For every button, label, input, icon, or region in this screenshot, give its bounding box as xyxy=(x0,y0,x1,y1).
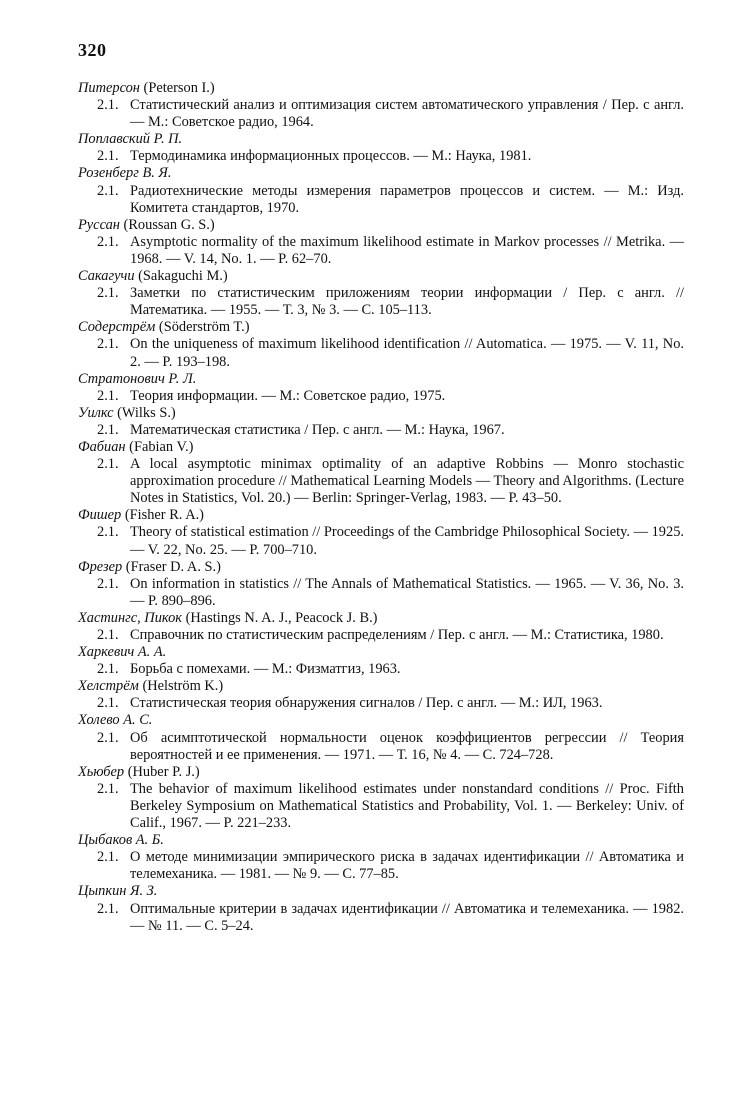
reference-number: 2.1. xyxy=(97,387,119,404)
author-name: Хелстрём xyxy=(78,678,139,695)
reference-number: 2.1. xyxy=(97,900,119,917)
reference-entry xyxy=(78,97,684,131)
reference-number: 2.1. xyxy=(97,627,119,643)
author-name: Стратонович Р. Л. xyxy=(78,370,197,387)
author-original-name: (Fabian V.) xyxy=(129,438,194,455)
reference-number: 2.1. xyxy=(97,780,119,797)
reference-entry xyxy=(78,627,684,644)
author-name: Хастингс, Пикок xyxy=(78,609,182,626)
reference-number: 2.1. xyxy=(97,661,119,678)
reference-text: Справочник по статистическим распределениям / Пер. с англ. — М.: Статистика, 1980. xyxy=(130,627,664,643)
author-line xyxy=(78,131,684,148)
reference-text: Радиотехнические методы измерения параметров процессов и систем. — М.: Изд. Комитета стандартов, 1970. xyxy=(130,182,684,216)
author-original-name: (Peterson I.) xyxy=(143,80,215,96)
reference-number: 2.1. xyxy=(97,336,119,353)
page-number: 320 xyxy=(78,40,107,60)
reference-number: 2.1. xyxy=(97,524,119,541)
author-line xyxy=(78,507,684,524)
author-line xyxy=(78,439,684,456)
author-original-name: (Roussan G. S.) xyxy=(123,216,215,233)
reference-text: Theory of statistical estimation // Proceedings of the Cambridge Philosophical Society. — 1925. — V. 22, No. 25. — P. 700–710. xyxy=(130,524,684,558)
reference-text: Об асимптотической нормальности оценок коэффициентов регрессии // Теория вероятностей и ее применения. — 1971. — Т. 16, № 4. — С. 724–728. xyxy=(130,729,684,763)
bibliography-list xyxy=(78,80,684,935)
reference-text: The behavior of maximum likelihood estimates under nonstandard conditions // Proc. Fifth Berkeley Symposium on Mathematical Statistics and Probability, Vol. 1. — Berkeley: Univ. of Calif., 1967. — P. 221–233. xyxy=(130,780,684,832)
reference-number: 2.1. xyxy=(97,285,119,302)
reference-entry xyxy=(78,695,684,712)
reference-number: 2.1. xyxy=(97,456,119,473)
author-name: Питерсон xyxy=(78,80,140,96)
reference-number: 2.1. xyxy=(97,233,119,250)
author-line xyxy=(78,610,684,627)
reference-text: Математическая статистика / Пер. с англ. — М.: Наука, 1967. xyxy=(130,421,505,438)
reference-entry xyxy=(78,388,684,405)
reference-number: 2.1. xyxy=(97,849,119,866)
reference-number: 2.1. xyxy=(97,729,119,746)
author-original-name: (Söderström T.) xyxy=(158,319,250,336)
author-line xyxy=(78,217,684,234)
author-original-name: (Huber P. J.) xyxy=(127,763,200,780)
author-original-name: (Fisher R. A.) xyxy=(124,507,204,524)
author-name: Поплавский Р. П. xyxy=(78,131,183,148)
author-name: Розенберг В. Я. xyxy=(78,165,172,182)
author-name: Уилкс xyxy=(78,404,114,421)
author-line xyxy=(78,644,684,661)
author-original-name: (Sakaguchi M.) xyxy=(138,268,228,285)
author-name: Фабиан xyxy=(78,438,126,455)
author-original-name: (Wilks S.) xyxy=(117,404,176,421)
reference-entry xyxy=(78,285,684,319)
author-line xyxy=(78,268,684,285)
author-original-name: (Fraser D. A. S.) xyxy=(125,558,221,575)
author-name: Цыбаков А. Б. xyxy=(78,832,164,849)
reference-text: О методе минимизации эмпирического риска в задачах идентификации // Автоматика и телемеханика. — 1981. — № 9. — С. 77–85. xyxy=(130,849,684,883)
author-name: Хьюбер xyxy=(78,763,125,780)
reference-entry xyxy=(78,422,684,439)
reference-text: Борьба с помехами. — М.: Физматгиз, 1963. xyxy=(130,661,401,678)
author-line xyxy=(78,559,684,576)
author-name: Фрезер xyxy=(78,558,123,575)
reference-entry xyxy=(78,849,684,883)
reference-text: Asymptotic normality of the maximum likelihood estimate in Markov processes // Metrika. — 1968. — V. 14, No. 1. — P. 62–70. xyxy=(130,233,684,267)
reference-number: 2.1. xyxy=(97,695,119,712)
reference-text: Термодинамика информационных процессов. — М.: Наука, 1981. xyxy=(130,148,532,165)
reference-number: 2.1. xyxy=(97,97,119,114)
reference-entry xyxy=(78,576,684,610)
author-line xyxy=(78,712,684,729)
reference-text: On information in statistics // The Annals of Mathematical Statistics. — 1965. — V. 36, No. 3. — P. 890–896. xyxy=(130,575,684,609)
reference-entry xyxy=(78,183,684,217)
author-line xyxy=(78,883,684,900)
author-line xyxy=(78,319,684,336)
author-line xyxy=(78,371,684,388)
author-name: Холево А. С. xyxy=(78,712,153,729)
reference-entry xyxy=(78,456,684,507)
reference-entry xyxy=(78,781,684,832)
author-line xyxy=(78,405,684,422)
author-line xyxy=(78,764,684,781)
reference-text: Заметки по статистическим приложениям теории информации / Пер. с англ. // Математика. — 1955. — Т. 3, № 3. — С. 105–113. xyxy=(130,285,684,319)
reference-text: Оптимальные критерии в задачах идентификации // Автоматика и телемеханика. — 1982. — № 11. — С. 5–24. xyxy=(130,900,684,934)
reference-text: Статистическая теория обнаружения сигналов / Пер. с англ. — М.: ИЛ, 1963. xyxy=(130,695,603,712)
reference-entry xyxy=(78,661,684,678)
author-name: Харкевич А. А. xyxy=(78,644,167,661)
author-name: Сакагучи xyxy=(78,268,135,285)
author-line xyxy=(78,80,684,97)
reference-text: On the uniqueness of maximum likelihood identification // Automatica. — 1975. — V. 11, No. 2. — P. 193–198. xyxy=(130,336,684,370)
reference-entry xyxy=(78,524,684,558)
reference-number: 2.1. xyxy=(97,148,119,165)
author-line xyxy=(78,832,684,849)
author-original-name: (Hastings N. A. J., Peacock J. B.) xyxy=(185,609,378,626)
reference-entry xyxy=(78,336,684,370)
reference-entry xyxy=(78,234,684,268)
reference-number: 2.1. xyxy=(97,575,119,592)
author-original-name: (Helström K.) xyxy=(142,678,224,695)
reference-text: A local asymptotic minimax optimality of an adaptive Robbins — Monro stochastic approximation procedure // Mathematical Learning Models — Theory and Algorithms. (Lecture Notes in Statistics, Vol. 20.) — Berlin: Springer-Verlag, 1983. — P. 43–50. xyxy=(130,456,684,507)
author-name: Цыпкин Я. З. xyxy=(78,883,158,900)
author-name: Руссан xyxy=(78,216,120,233)
reference-number: 2.1. xyxy=(97,182,119,199)
author-name: Содерстрём xyxy=(78,319,156,336)
author-line xyxy=(78,678,684,695)
reference-number: 2.1. xyxy=(97,421,119,438)
reference-entry xyxy=(78,730,684,764)
reference-entry xyxy=(78,148,684,165)
author-line xyxy=(78,165,684,182)
reference-text: Статистический анализ и оптимизация систем автоматического управления / Пер. с англ. — М.: Советское радио, 1964. xyxy=(130,97,684,131)
reference-text: Теория информации. — М.: Советское радио, 1975. xyxy=(130,387,446,404)
reference-entry xyxy=(78,901,684,935)
author-name: Фишер xyxy=(78,507,122,524)
